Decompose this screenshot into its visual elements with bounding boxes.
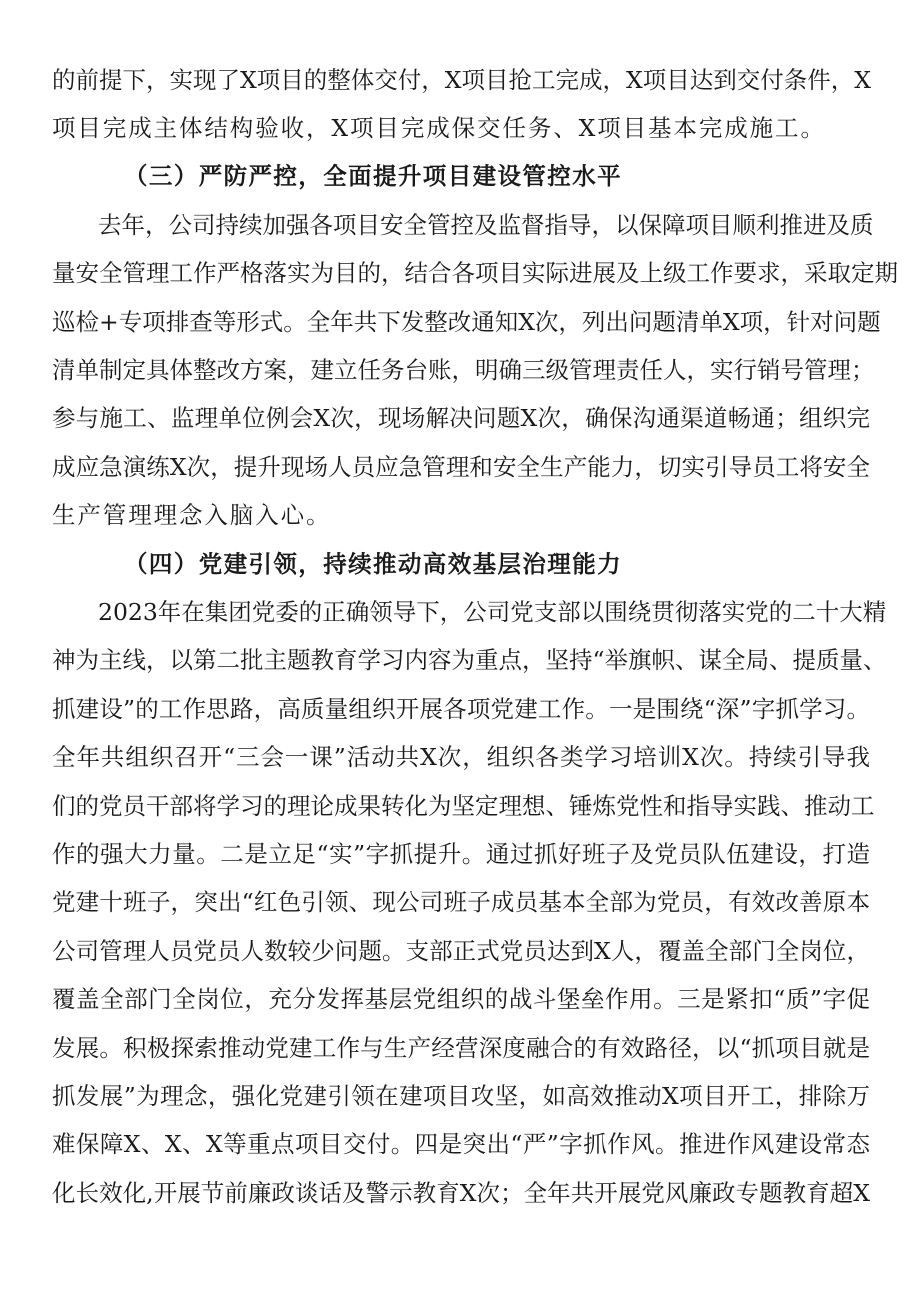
paragraph-line: 成应急演练X次，提升现场人员应急管理和安全生产能力，切实引导员工将安全 [52, 453, 870, 481]
paragraph-line: 量安全管理工作严格落实为目的，结合各项目实际进展及上级工作要求，采取定期 [52, 259, 898, 287]
paragraph-line: 生产管理理念入脑入心。 [52, 501, 332, 529]
section-heading: （四）党建引领，持续推动高效基层治理能力 [124, 550, 622, 578]
paragraph-line: 难保障X、X、X等重点项目交付。四是突出“严”字抓作风。推进作风建设常态 [52, 1130, 870, 1158]
paragraph-line: 2023年在集团党委的正确领导下，公司党支部以围绕贯彻落实党的二十大精 [98, 598, 887, 626]
paragraph-line: 公司管理人员党员人数较少问题。支部正式党员达到X人，覆盖全部门全岗位， [52, 937, 870, 965]
paragraph-line: 们的党员干部将学习的理论成果转化为坚定理想、锤炼党性和指导实践、推动工 [52, 792, 875, 820]
paragraph-line: 抓建设”的工作思路，高质量组织开展各项党建工作。一是围绕“深”字抓学习。 [52, 695, 870, 723]
paragraph-line: 清单制定具体整改方案，建立任务台账，明确三级管理责任人，实行销号管理； [52, 356, 875, 384]
paragraph-line: 化长效化,开展节前廉政谈话及警示教育X次；全年共开展党风廉政专题教育超X [52, 1179, 870, 1207]
paragraph-line: 去年，公司持续加强各项目安全管控及监督指导，以保障项目顺利推进及质 [98, 211, 874, 239]
paragraph-line: 神为主线，以第二批主题教育学习内容为重点，坚持“举旗帜、谋全局、提质量、 [52, 646, 887, 674]
paragraph-line: 巡检+专项排查等形式。全年共下发整改通知X次，列出问题清单X项，针对问题 [52, 308, 881, 336]
paragraph-line: 作的强大力量。二是立足“实”字抓提升。通过抓好班子及党员队伍建设，打造 [52, 840, 870, 868]
paragraph-line: 党建十班子，突出“红色引领、现公司班子成员基本全部为党员，有效改善原本 [52, 888, 870, 916]
paragraph-line: 覆盖全部门全岗位，充分发挥基层党组织的战斗堡垒作用。三是紧扣“质”字促 [52, 985, 870, 1013]
paragraph-line: 抓发展”为理念，强化党建引领在建项目攻坚，如高效推动X项目开工，排除万 [52, 1082, 870, 1110]
section-heading: （三）严防严控，全面提升项目建设管控水平 [124, 162, 622, 190]
paragraph-line: 参与施工、监理单位例会X次，现场解决问题X次，确保沟通渠道畅通；组织完 [52, 404, 870, 432]
paragraph-line: 的前提下，实现了X项目的整体交付，X项目抢工完成，X项目达到交付条件，X [52, 66, 871, 94]
paragraph-line: 项目完成主体结构验收，X项目完成保交任务、X项目基本完成施工。 [52, 114, 826, 142]
paragraph-line: 发展。积极探索推动党建工作与生产经营深度融合的有效路径，以“抓项目就是 [52, 1034, 870, 1062]
paragraph-line: 全年共组织召开“三会一课”活动共X次，组织各类学习培训X次。持续引导我 [52, 743, 870, 771]
